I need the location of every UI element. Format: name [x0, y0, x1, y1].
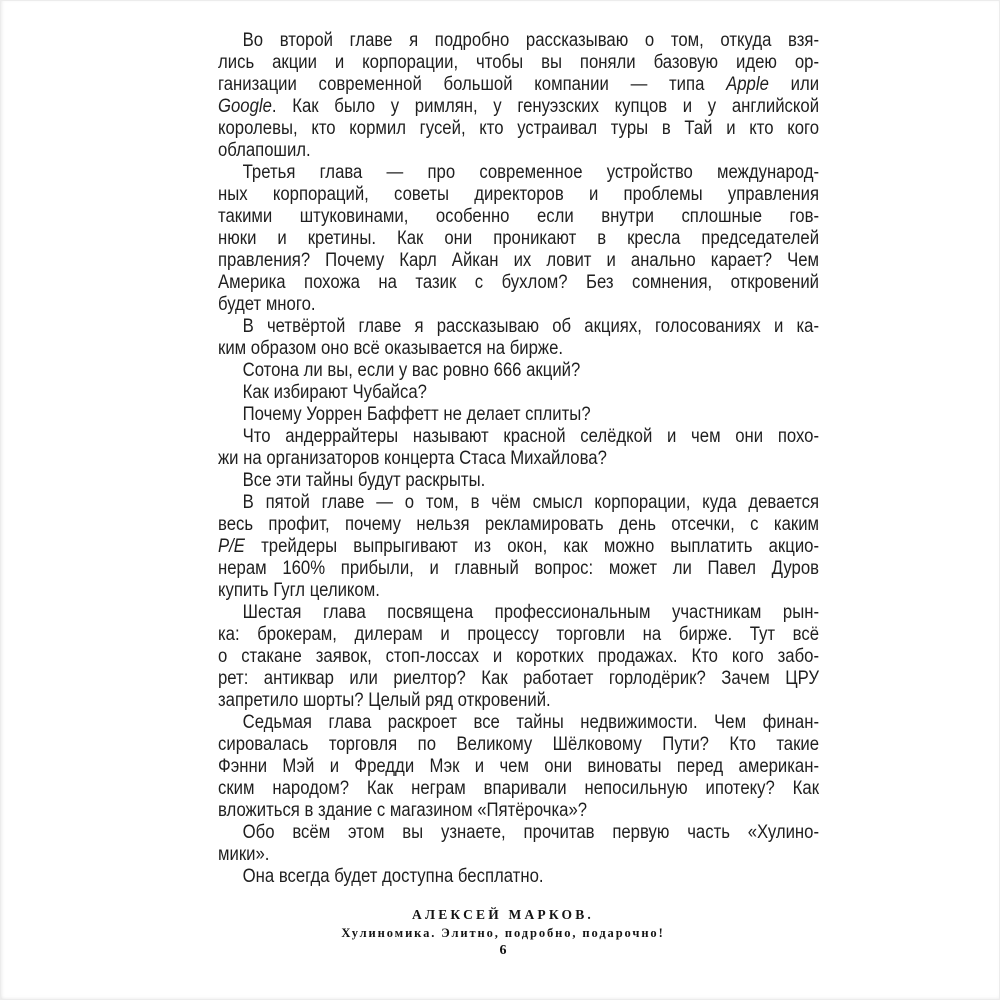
text-line [218, 162, 819, 184]
text-segment: ных корпораций, советы директоров и проблемы управления [218, 184, 820, 205]
text-line [218, 30, 819, 52]
text-segment: Третья глава — про современное устройство международ- [242, 162, 820, 183]
italic-text: Google [218, 96, 272, 117]
text-line [218, 514, 819, 536]
text-segment: Что андеррайтеры называют красной селёдкой и чем они похо- [242, 426, 820, 447]
text-segment: ским народом? Как неграм впаривали непосильную ипотеку? Как [218, 778, 820, 799]
text-line [218, 712, 819, 734]
text-line [218, 844, 819, 866]
text-segment: Как избирают Чубайса? [242, 382, 427, 403]
text-segment: о стакане заявок, стоп-лоссах и коротких продажах. Кто кого забо- [218, 646, 820, 667]
text-segment: или [768, 74, 820, 95]
text-segment: рет: антиквар или риелтор? Как работает горлодёрик? Зачем ЦРУ [218, 668, 820, 689]
running-footer [1, 907, 1000, 941]
text-segment: жи на организаторов концерта Стаса Михайлова? [218, 448, 607, 469]
text-line [218, 338, 819, 360]
text-segment: нерам 160% прибыли, и главный вопрос: может ли Павел Дуров [218, 558, 820, 579]
text-segment: ганизации современной большой компании — типа [218, 74, 727, 95]
text-segment: Седьмая глава раскроет все тайны недвижимости. Чем финан- [242, 712, 820, 733]
text-line [218, 228, 819, 250]
text-segment: Америка похожа на тазик с бухлом? Без сомнения, откровений [218, 272, 820, 293]
text-line [218, 96, 819, 118]
text-line [218, 602, 819, 624]
text-line [218, 272, 819, 294]
text-line [218, 580, 819, 602]
text-line [218, 734, 819, 756]
text-segment: будет много. [218, 294, 316, 315]
text-line [218, 690, 819, 712]
text-line [218, 74, 819, 96]
text-segment: Она всегда будет доступна бесплатно. [242, 866, 544, 887]
body-text [218, 30, 819, 888]
text-segment: ка: брокерам, дилерам и процессу торговли на бирже. Тут всё [218, 624, 820, 645]
text-segment: вложиться в здание с магазином «Пятёрочка»? [218, 800, 588, 821]
footer-author: АЛЕКСЕЙ МАРКОВ. [412, 907, 594, 922]
italic-text: P/E [218, 536, 245, 557]
text-segment: купить Гугл целиком. [218, 580, 380, 601]
text-segment: сировалась торговля по Великому Шёлковому Пути? Кто такие [218, 734, 820, 755]
text-line [218, 756, 819, 778]
text-line [218, 118, 819, 140]
text-line [218, 316, 819, 338]
text-line [218, 668, 819, 690]
text-segment: лись акции и корпорации, чтобы вы поняли базовую идею ор- [218, 52, 820, 73]
text-segment: Сотона ли вы, если у вас ровно 666 акций? [242, 360, 581, 381]
text-segment: В пятой главе — о том, в чём смысл корпорации, куда девается [242, 492, 820, 513]
page-number: 6 [499, 943, 507, 958]
text-segment: ким образом оно всё оказывается на бирже. [218, 338, 564, 359]
text-line [218, 492, 819, 514]
text-segment: Фэнни Мэй и Фредди Мэк и чем они виноваты перед американ- [218, 756, 820, 777]
text-segment: трейдеры выпрыгивают из окон, как можно выплатить акцио- [244, 536, 820, 557]
text-line [218, 646, 819, 668]
text-segment: весь профит, почему нельзя рекламировать день отсечки, с каким [218, 514, 820, 535]
text-segment: Обо всём этом вы узнаете, прочитав первую часть «Хулино- [242, 822, 820, 843]
text-line [218, 778, 819, 800]
text-segment: мики». [218, 844, 270, 865]
text-line [218, 184, 819, 206]
text-segment: запретило шорты? Целый ряд откровений. [218, 690, 551, 711]
text-segment: . Как было у римлян, у генуэзских купцов и у английской [271, 96, 820, 117]
text-line [218, 536, 819, 558]
text-segment: Во второй главе я подробно рассказываю о том, откуда взя- [242, 30, 820, 51]
italic-text: Apple [726, 74, 769, 95]
text-segment: нюки и кретины. Как они проникают в кресла председателей [218, 228, 820, 249]
text-segment: правления? Почему Карл Айкан их ловит и анально карает? Чем [218, 250, 820, 271]
text-line [218, 250, 819, 272]
text-line [218, 558, 819, 580]
text-line [218, 294, 819, 316]
text-segment: облапошил. [218, 140, 311, 161]
text-line [218, 822, 819, 844]
text-line [218, 470, 819, 492]
text-segment: королевы, кто кормил гусей, кто устраивал туры в Тай и кто кого [218, 118, 820, 139]
text-line [218, 206, 819, 228]
text-line [218, 140, 819, 162]
text-line [218, 448, 819, 470]
text-line [218, 624, 819, 646]
text-segment: Шестая глава посвящена профессиональным участникам рын- [242, 602, 820, 623]
text-segment: такими штуковинами, особенно если внутри сплошные гов- [218, 206, 820, 227]
text-line [218, 866, 819, 888]
text-segment: Все эти тайны будут раскрыты. [242, 470, 486, 491]
text-segment: Почему Уоррен Баффетт не делает сплиты? [242, 404, 591, 425]
footer-tagline: Хулиномика. Элитно, подробно, подарочно! [341, 926, 665, 940]
text-line [218, 382, 819, 404]
text-line [218, 360, 819, 382]
text-line [218, 404, 819, 426]
text-segment: В четвёртой главе я рассказываю об акциях, голосованиях и ка- [242, 316, 820, 337]
text-line [218, 800, 819, 822]
text-line [218, 426, 819, 448]
text-line [218, 52, 819, 74]
